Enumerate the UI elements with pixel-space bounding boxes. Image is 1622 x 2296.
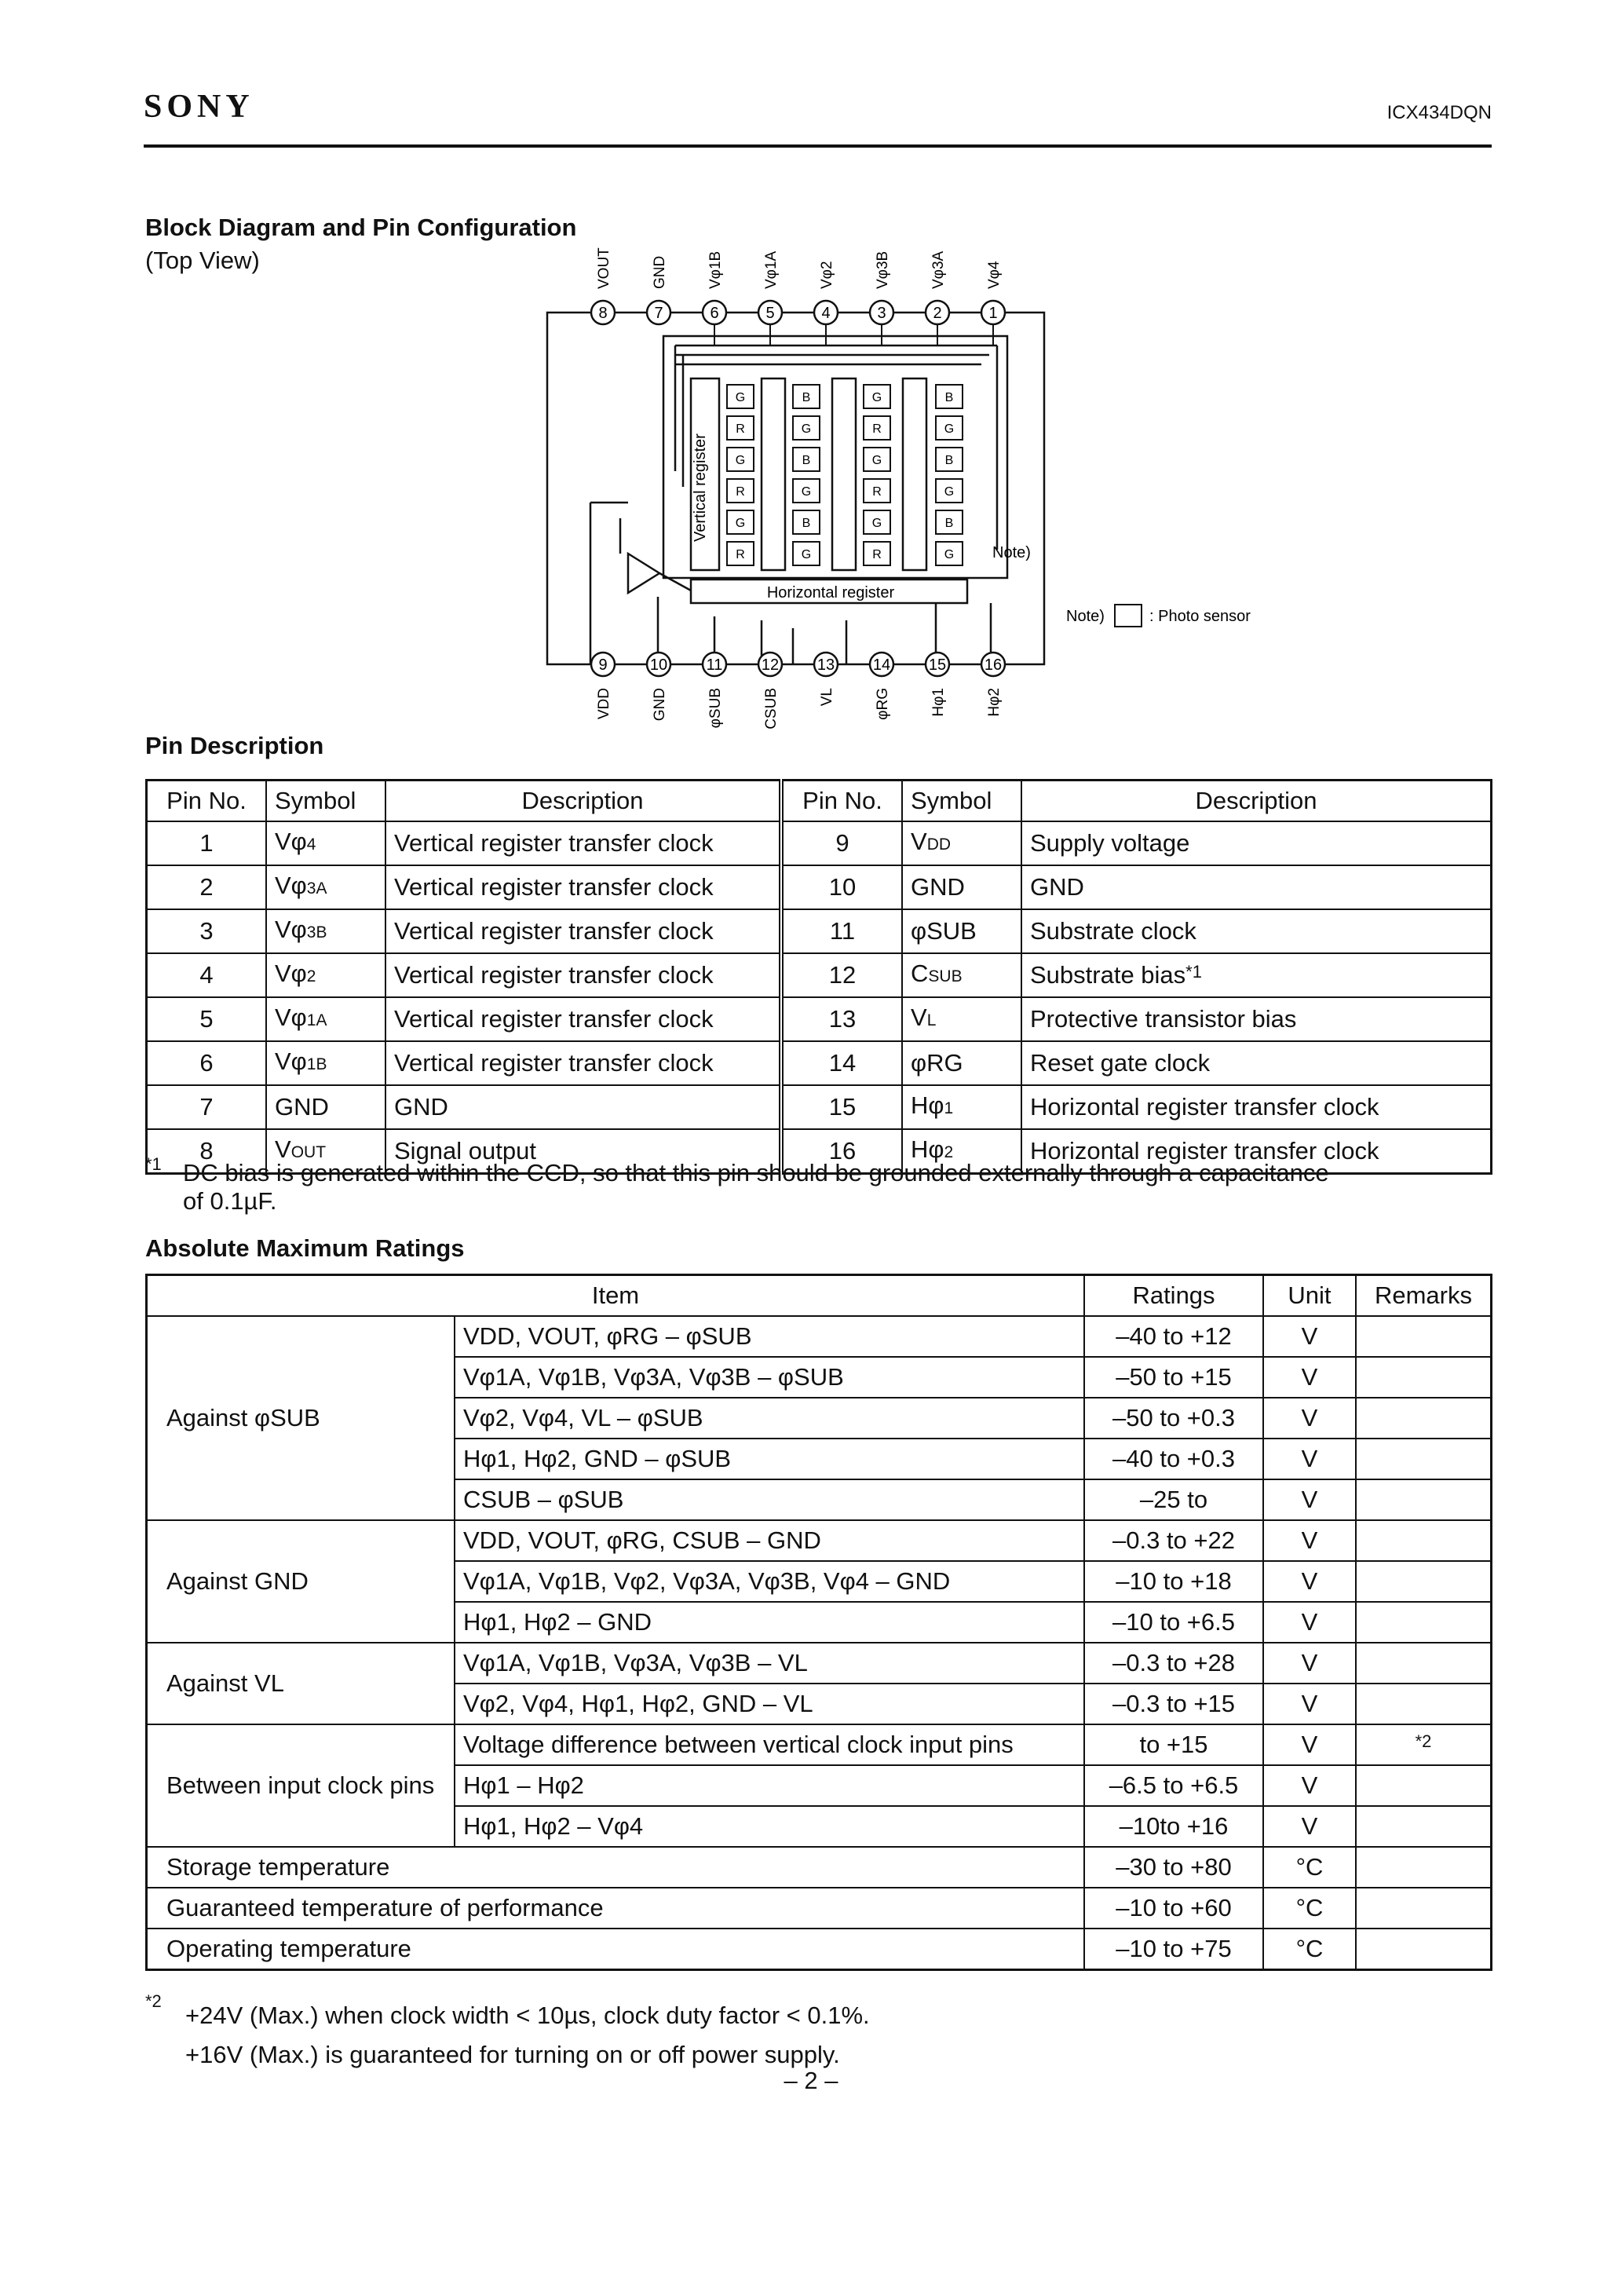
table-cell: Horizontal register transfer clock <box>1021 1129 1492 1174</box>
photo-sensor-color: R <box>736 422 745 436</box>
rating-item: Voltage difference between vertical clock input pins <box>455 1724 1084 1765</box>
table-cell: Horizontal register transfer clock <box>1021 1085 1492 1129</box>
horizontal-register-label: Horizontal register <box>766 584 895 601</box>
pin-label: Hφ1 <box>930 688 947 717</box>
table-cell: Vφ4 <box>266 821 385 865</box>
rating-item: VDD, VOUT, φRG, CSUB – GND <box>455 1520 1084 1561</box>
photo-sensor-color: G <box>801 422 812 436</box>
table-row <box>147 1847 1492 1888</box>
brand-logo: SONY <box>144 89 254 125</box>
pin-label: Vφ4 <box>986 261 1003 289</box>
pin-label: Vφ1A <box>763 250 780 289</box>
table-row <box>147 1643 1492 1684</box>
pin-number: 7 <box>654 305 663 322</box>
table-cell: 9 <box>781 821 902 865</box>
pin-label: CSUB <box>763 688 780 729</box>
pin-label: Hφ2 <box>986 688 1003 717</box>
rating-remark <box>1356 1847 1492 1888</box>
rating-group-label: Against φSUB <box>147 1316 455 1520</box>
rating-remark <box>1356 1479 1492 1520</box>
rating-value: –0.3 to +28 <box>1084 1643 1263 1684</box>
rating-remark <box>1356 1643 1492 1684</box>
table-cell: VL <box>902 997 1021 1041</box>
col-symbol-2: Symbol <box>902 781 1021 822</box>
pin-description-table <box>145 779 1492 1175</box>
ratings-table <box>145 1274 1492 1971</box>
pin-label: Vφ2 <box>819 261 835 289</box>
pin-number: 3 <box>877 305 886 322</box>
col-description-2: Description <box>1021 781 1492 822</box>
col-item: Item <box>147 1275 1085 1317</box>
pin-label: Vφ3B <box>875 250 891 289</box>
part-number: ICX434DQN <box>1386 102 1492 123</box>
table-cell: 6 <box>147 1041 267 1085</box>
pin-number: 4 <box>821 305 831 322</box>
table-cell: 15 <box>781 1085 902 1129</box>
photo-sensor-color: G <box>871 454 882 467</box>
table-row <box>147 1041 1492 1085</box>
rating-remark <box>1356 1806 1492 1847</box>
table-cell: Substrate clock <box>1021 909 1492 953</box>
rating-remark <box>1356 1357 1492 1398</box>
rating-item: Operating temperature <box>147 1929 1085 1970</box>
table-cell: VOUT <box>266 1129 385 1174</box>
pin-number: 9 <box>598 656 608 674</box>
table-cell: 5 <box>147 997 267 1041</box>
pin-number: 2 <box>933 305 942 322</box>
photo-sensor-color: R <box>872 548 882 561</box>
table-cell: Vφ2 <box>266 953 385 997</box>
pin-number: 16 <box>984 656 1003 674</box>
table-cell: Vφ3A <box>266 865 385 909</box>
table-row <box>147 909 1492 953</box>
rating-group-label: Against GND <box>147 1520 455 1643</box>
table-cell: 1 <box>147 821 267 865</box>
note-legend-prefix: Note) <box>1066 608 1105 625</box>
table-cell: Vertical register transfer clock <box>385 997 781 1041</box>
table-cell: 16 <box>781 1129 902 1174</box>
footnote-1-text: DC bias is generated within the CCD, so that this pin should be grounded externally through a capacitance of 0.1µF. <box>183 1159 1329 1215</box>
table-cell: Vφ1A <box>266 997 385 1041</box>
rating-value: –10to +16 <box>1084 1806 1263 1847</box>
table-cell: GND <box>385 1085 781 1129</box>
rating-value: –10 to +6.5 <box>1084 1602 1263 1643</box>
rating-unit: V <box>1263 1684 1356 1724</box>
footnote-2-mark: *2 <box>145 1991 162 2011</box>
rating-unit: V <box>1263 1439 1356 1479</box>
table-row <box>147 997 1492 1041</box>
footnote-1-mark: *1 <box>145 1154 162 1174</box>
rating-value: –0.3 to +15 <box>1084 1684 1263 1724</box>
photo-sensor-color: B <box>802 454 811 467</box>
table-cell: 10 <box>781 865 902 909</box>
table-row <box>147 1929 1492 1970</box>
pin-label: GND <box>652 688 668 722</box>
rating-value: –6.5 to +6.5 <box>1084 1765 1263 1806</box>
photo-sensor-color: R <box>736 485 745 499</box>
pin-number: 6 <box>710 305 719 322</box>
table-cell: Vφ3B <box>266 909 385 953</box>
photo-sensor-color: G <box>735 454 746 467</box>
table-cell: Protective transistor bias <box>1021 997 1492 1041</box>
rating-item: Hφ1 – Hφ2 <box>455 1765 1084 1806</box>
pin-label: VL <box>819 688 835 707</box>
rating-item: Storage temperature <box>147 1847 1085 1888</box>
table-row <box>147 865 1492 909</box>
rating-unit: V <box>1263 1561 1356 1602</box>
rating-item: Hφ1, Hφ2 – GND <box>455 1602 1084 1643</box>
rating-group-label: Against VL <box>147 1643 455 1724</box>
table-row <box>147 1888 1492 1929</box>
rating-value: –50 to +15 <box>1084 1357 1263 1398</box>
table-cell: Vφ1B <box>266 1041 385 1085</box>
rating-value: –10 to +60 <box>1084 1888 1263 1929</box>
pin-number: 12 <box>761 656 780 674</box>
note-arrow-label: Note) <box>992 544 1031 561</box>
rating-item: Vφ1A, Vφ1B, Vφ3A, Vφ3B – φSUB <box>455 1357 1084 1398</box>
rating-remark <box>1356 1439 1492 1479</box>
block-diagram-subtitle: (Top View) <box>145 247 260 274</box>
pin-label: VOUT <box>596 247 612 289</box>
table-cell: 14 <box>781 1041 902 1085</box>
pin-label: Vφ3A <box>930 250 947 289</box>
pin-number: 15 <box>928 656 947 674</box>
rating-item: Vφ2, Vφ4, VL – φSUB <box>455 1398 1084 1439</box>
rating-remark: *2 <box>1356 1724 1492 1765</box>
photo-sensor-color: R <box>736 548 745 561</box>
table-cell: GND <box>902 865 1021 909</box>
rating-value: –40 to +12 <box>1084 1316 1263 1357</box>
rating-item: Hφ1, Hφ2 – Vφ4 <box>455 1806 1084 1847</box>
col-pin-no: Pin No. <box>147 781 267 822</box>
table-cell: Substrate bias$^{*1}$ <box>1021 953 1492 997</box>
table-cell: Supply voltage <box>1021 821 1492 865</box>
pin-label: Vφ1B <box>707 250 724 289</box>
table-cell: 13 <box>781 997 902 1041</box>
photo-sensor-color: B <box>802 517 811 530</box>
table-cell: 8 <box>147 1129 267 1174</box>
rating-unit: °C <box>1263 1847 1356 1888</box>
rating-remark <box>1356 1765 1492 1806</box>
col-description: Description <box>385 781 781 822</box>
col-ratings: Ratings <box>1084 1275 1263 1317</box>
rating-unit: V <box>1263 1398 1356 1439</box>
rating-value: –10 to +18 <box>1084 1561 1263 1602</box>
photo-sensor-color: B <box>944 517 954 530</box>
rating-item: VDD, VOUT, φRG – φSUB <box>455 1316 1084 1357</box>
note-legend-text: : Photo sensor <box>1149 608 1251 625</box>
pin-number: 11 <box>706 656 723 674</box>
table-cell: Hφ1 <box>902 1085 1021 1129</box>
rating-item: CSUB – φSUB <box>455 1479 1084 1520</box>
rating-value: –0.3 to +22 <box>1084 1520 1263 1561</box>
photo-sensor-color: G <box>871 517 882 530</box>
page-number: – 2 – <box>784 2067 838 2094</box>
table-cell: Vertical register transfer clock <box>385 909 781 953</box>
table-cell: Vertical register transfer clock <box>385 1041 781 1085</box>
table-cell: φRG <box>902 1041 1021 1085</box>
photo-sensor-color: R <box>872 422 882 436</box>
rating-item: Hφ1, Hφ2, GND – φSUB <box>455 1439 1084 1479</box>
table-cell: VDD <box>902 821 1021 865</box>
rating-remark <box>1356 1929 1492 1970</box>
rating-item: Guaranteed temperature of performance <box>147 1888 1085 1929</box>
pin-label: φRG <box>875 688 891 720</box>
col-pin-no-2: Pin No. <box>781 781 902 822</box>
rating-value: –40 to +0.3 <box>1084 1439 1263 1479</box>
table-cell: Vertical register transfer clock <box>385 865 781 909</box>
pin-number: 10 <box>649 656 668 674</box>
photo-sensor-color: G <box>944 422 955 436</box>
rating-unit: V <box>1263 1602 1356 1643</box>
table-row <box>147 1724 1492 1765</box>
rating-value: –50 to +0.3 <box>1084 1398 1263 1439</box>
rating-unit: V <box>1263 1724 1356 1765</box>
photo-sensor-color: G <box>801 485 812 499</box>
rating-value: –30 to +80 <box>1084 1847 1263 1888</box>
pin-number: 8 <box>598 305 608 322</box>
rating-value: –10 to +75 <box>1084 1929 1263 1970</box>
table-cell: Hφ2 <box>902 1129 1021 1174</box>
table-cell: 7 <box>147 1085 267 1129</box>
table-cell: 3 <box>147 909 267 953</box>
photo-sensor-color: B <box>944 454 954 467</box>
rating-group-label: Between input clock pins <box>147 1724 455 1847</box>
rating-item: Vφ2, Vφ4, Hφ1, Hφ2, GND – VL <box>455 1684 1084 1724</box>
pin-number: 14 <box>872 656 891 674</box>
rating-remark <box>1356 1316 1492 1357</box>
rating-unit: V <box>1263 1316 1356 1357</box>
rating-remark <box>1356 1888 1492 1929</box>
photo-sensor-color: R <box>872 485 882 499</box>
rating-remark <box>1356 1684 1492 1724</box>
photo-sensor-color: G <box>871 391 882 404</box>
col-remarks: Remarks <box>1356 1275 1492 1317</box>
table-cell: Signal output <box>385 1129 781 1174</box>
photo-sensor-color: B <box>802 391 811 404</box>
rating-remark <box>1356 1398 1492 1439</box>
footnote-2-text: +24V (Max.) when clock width < 10µs, clock duty factor < 0.1%. +16V (Max.) is guaranteed for turning on or off power supply. <box>185 2002 870 2068</box>
table-row <box>147 1316 1492 1357</box>
rating-value: to +15 <box>1084 1724 1263 1765</box>
table-cell: Reset gate clock <box>1021 1041 1492 1085</box>
table-cell: GND <box>1021 865 1492 909</box>
rating-unit: °C <box>1263 1929 1356 1970</box>
rating-unit: V <box>1263 1357 1356 1398</box>
pin-description-title: Pin Description <box>145 732 324 759</box>
rating-unit: V <box>1263 1479 1356 1520</box>
photo-sensor-color: G <box>801 548 812 561</box>
vertical-register-label: Vertical register <box>692 433 709 542</box>
table-cell: 12 <box>781 953 902 997</box>
table-row <box>147 953 1492 997</box>
pin-number: 1 <box>988 305 998 322</box>
rating-unit: V <box>1263 1520 1356 1561</box>
photo-sensor-color: G <box>735 517 746 530</box>
table-cell: 11 <box>781 909 902 953</box>
table-cell: Vertical register transfer clock <box>385 821 781 865</box>
rating-remark <box>1356 1561 1492 1602</box>
table-header-row <box>147 781 1492 822</box>
table-header-row <box>147 1275 1492 1317</box>
ratings-title: Absolute Maximum Ratings <box>145 1234 465 1262</box>
rating-unit: V <box>1263 1806 1356 1847</box>
rating-value: –25 to <box>1084 1479 1263 1520</box>
photo-sensor-color: G <box>735 391 746 404</box>
table-cell: 2 <box>147 865 267 909</box>
pin-number: 5 <box>765 305 775 322</box>
photo-sensor-color: B <box>944 391 954 404</box>
rating-unit: V <box>1263 1643 1356 1684</box>
rating-remark <box>1356 1602 1492 1643</box>
table-row <box>147 821 1492 865</box>
pin-number: 13 <box>816 656 835 674</box>
col-symbol: Symbol <box>266 781 385 822</box>
table-row <box>147 1085 1492 1129</box>
table-cell: 4 <box>147 953 267 997</box>
rating-unit: °C <box>1263 1888 1356 1929</box>
photo-sensor-legend-box <box>1115 605 1142 627</box>
table-cell: Vertical register transfer clock <box>385 953 781 997</box>
photo-sensor-color: G <box>944 485 955 499</box>
table-cell: CSUB <box>902 953 1021 997</box>
rating-remark <box>1356 1520 1492 1561</box>
table-row <box>147 1520 1492 1561</box>
pin-label: GND <box>652 255 668 289</box>
pin-label: φSUB <box>707 688 724 729</box>
block-diagram-title: Block Diagram and Pin Configuration <box>145 214 577 241</box>
photo-sensor-color: G <box>944 548 955 561</box>
rating-unit: V <box>1263 1765 1356 1806</box>
rating-item: Vφ1A, Vφ1B, Vφ2, Vφ3A, Vφ3B, Vφ4 – GND <box>455 1561 1084 1602</box>
col-unit: Unit <box>1263 1275 1356 1317</box>
table-cell: φSUB <box>902 909 1021 953</box>
rating-item: Vφ1A, Vφ1B, Vφ3A, Vφ3B – VL <box>455 1643 1084 1684</box>
table-cell: GND <box>266 1085 385 1129</box>
block-diagram <box>0 0 1622 754</box>
pin-label: VDD <box>596 688 612 720</box>
